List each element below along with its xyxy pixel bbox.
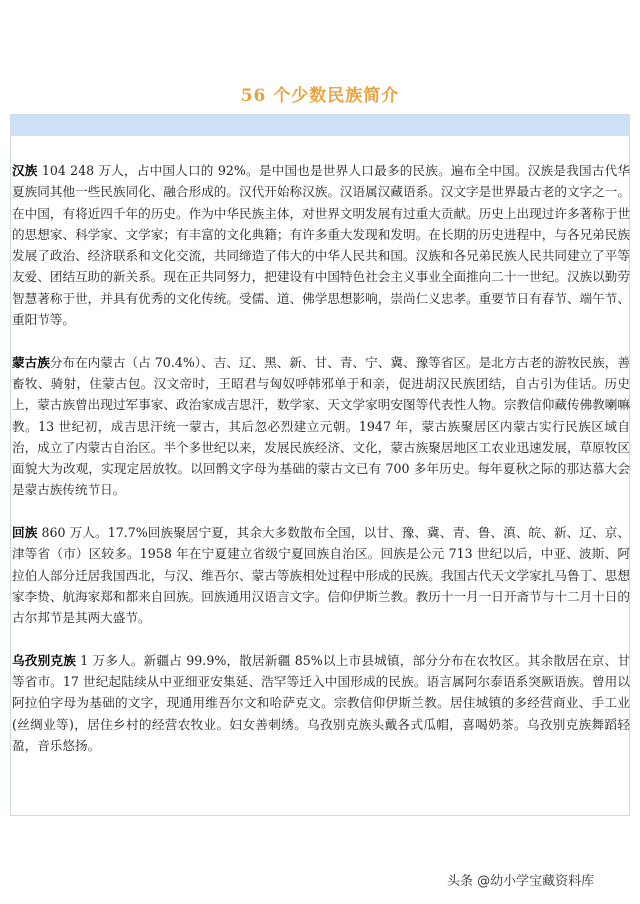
ethnic-name: 汉族 — [12, 163, 38, 178]
section-uzbek — [12, 650, 630, 756]
watermark: 头条 @幼小学宝藏资料库 — [447, 874, 595, 889]
page-title: 56 个少数民族简介 — [240, 86, 400, 106]
section-hui — [12, 522, 630, 628]
ethnic-description: 104 248 万人，占中国人口的 92%。是中国也是世界人口最多的民族。遍布全中国。汉族是我国古代华夏族同其他一些民族同化、融合形成的。汉代开始称汉族。汉语属汉藏语系。汉文字是世界最古老的文字之一。在中国，有将近四千年的历史。作为中华民族主体，对世界文明发展有过重大贡献。历史上出现过许多著称于世的思想家、科学家、文学家；有丰富的文化典籍；有许多重大发现和发明。在长期的历史进程中，与各兄弟民族发展了政治、经济联系和文化交流，共同缔造了伟大的中华人民共和国。汉族和各兄弟民族人民共同建立了平等友爱、团结互助的新关系。现在正共同努力，把建设有中国特色社会主义事业全面推向二十一世纪。汉族以勤劳智慧著称于世，并具有优秀的文化传统。受儒、道、佛学思想影响，崇尚仁义忠孝。重要节日有春节、端午节、重阳节等。 — [12, 163, 630, 328]
section-mongol — [12, 352, 630, 501]
ethnic-name: 蒙古族 — [12, 354, 50, 370]
ethnic-name: 回族 — [12, 525, 38, 541]
header-bar — [10, 114, 630, 136]
ethnic-description: 1 万多人。新疆占 99.9%，散居新疆 85%以上市县城镇，部分分布在农牧区。其余散居在京、甘等省市。17 世纪起陆续从中亚细亚安集延、浩罕等迁入中国形成的民族。语言属阿尔泰语系突厥语族。曾用以阿拉伯字母为基础的文字，现通用维吾尔文和哈萨克文。宗教信仰伊斯兰教。居住城镇的多经营商业、手工业(丝绸业等)，居住乡村的经营农牧业。妇女善刺绣。乌孜别克族头戴各式瓜帽，喜喝奶茶。乌孜别克族舞蹈轻盈，音乐悠扬。 — [12, 652, 630, 754]
section-han — [12, 160, 630, 330]
ethnic-description: 860 万人。17.7%回族聚居宁夏，其余大多数散布全国，以甘、豫、冀、青、鲁、滇、皖、新、辽、京、津等省（市）区较多。1958 年在宁夏建立省级宁夏回族自治区。回族是公元 713 世纪以后，中亚、波斯、阿拉伯人部分迁居我国西北，与汉、维吾尔、蒙古等族相处过程中形成的民族。我国古代天文学家扎马鲁丁、思想家李贽、航海家郑和都来自回族。回族通用汉语言文字。信仰伊斯兰教。教历十一月一日开斋节与十二月十日的古尔邦节是其两大盛节。 — [12, 525, 630, 626]
ethnic-description: 分布在内蒙古（占 70.4%）、吉、辽、黑、新、甘、青、宁、冀、豫等省区。是北方古老的游牧民族，善畜牧、骑射，住蒙古包。汉文帝时，王昭君与匈奴呼韩邪单于和亲，促进胡汉民族团结，自古引为佳话。历史上，蒙古族曾出现过军事家、政治家成吉思汗，数学家、天文学家明安图等代表性人物。宗教信仰藏传佛教喇嘛教。13 世纪初，成吉思汗统一蒙古，其后忽必烈建立元朝。1947 年，蒙古族聚居区内蒙古实行民族区域自治，成立了内蒙古自治区。半个多世纪以来，发展民族经济、文化，蒙古族聚居地区工农业迅速发展，草原牧区面貌大为改观，实现定居放牧。以回鹘文字母为基础的蒙古文已有 700 多年历史。每年夏秋之际的那达慕大会是蒙古族传统节日。 — [12, 354, 630, 498]
document-body — [12, 160, 630, 778]
ethnic-name: 乌孜别克族 — [12, 652, 77, 668]
